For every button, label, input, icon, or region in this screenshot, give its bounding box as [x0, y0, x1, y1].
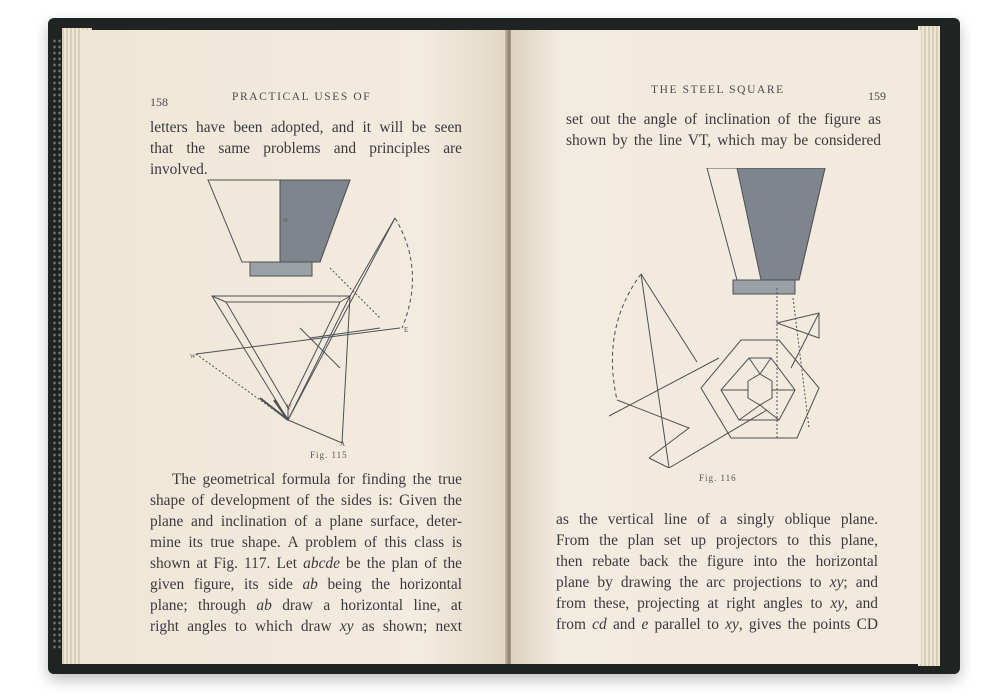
fig115-label-a: A	[340, 440, 346, 448]
figure-116-drawing	[609, 168, 829, 468]
left-para2-line4: mine its true shape. A problem of this class is	[150, 534, 462, 551]
left-para2-line7: plane; through ab draw a horizontal line, at	[150, 597, 462, 614]
left-page-number: 158	[150, 95, 168, 109]
right-para2-line5: from these, projecting at right angles to xy, and	[556, 595, 878, 612]
right-page-number: 159	[868, 89, 886, 103]
left-para2-line3: plane and inclination of a plane surface, deter-	[150, 513, 462, 530]
right-para2-line4: plane by drawing the arc projections to xy; and	[556, 574, 878, 591]
left-para2-line2: shape of development of the sides is: Given the	[150, 492, 462, 509]
fig115-label-h: H'	[283, 218, 289, 224]
figure-115-drawing	[190, 178, 430, 448]
left-para2-line5: shown at Fig. 117. Let abcde be the plan of the	[150, 555, 462, 572]
fig115-label-w: W	[190, 354, 196, 360]
right-para1-line1: set out the angle of inclination of the figure as	[566, 111, 881, 128]
page-edges-right	[918, 26, 940, 666]
left-para1-line2: that the same problems and principles are	[150, 140, 462, 157]
right-para2-line1: as the vertical line of a singly oblique plane.	[556, 511, 878, 528]
right-page	[511, 30, 921, 664]
left-para2-line8: right angles to which draw xy as shown; next	[150, 618, 462, 635]
fig115-label-v: V	[286, 403, 292, 412]
right-para2-line2: From the plan set up projectors to this plane,	[556, 532, 878, 549]
left-para2-line1: The geometrical formula for finding the true	[172, 471, 462, 488]
left-para2-line6: given figure, its side ab being the horizontal	[150, 576, 462, 593]
right-para1-line2: shown by the line VT, which may be considered	[566, 132, 881, 149]
right-para2-line3: then rebate back the figure into the horizontal	[556, 553, 878, 570]
fig115-label-e: E	[404, 326, 409, 334]
left-para1-line3: involved.	[150, 161, 208, 178]
left-page	[82, 30, 508, 664]
fig115-caption: Fig. 115	[310, 450, 348, 460]
right-para2-line6: from cd and e parallel to xy, gives the points CD	[556, 616, 878, 633]
left-running-head: PRACTICAL USES OF	[232, 91, 372, 103]
fig116-caption: Fig. 116	[699, 473, 737, 483]
left-para1-line1: letters have been adopted, and it will be seen	[150, 119, 462, 136]
right-running-head: THE STEEL SQUARE	[651, 84, 785, 96]
